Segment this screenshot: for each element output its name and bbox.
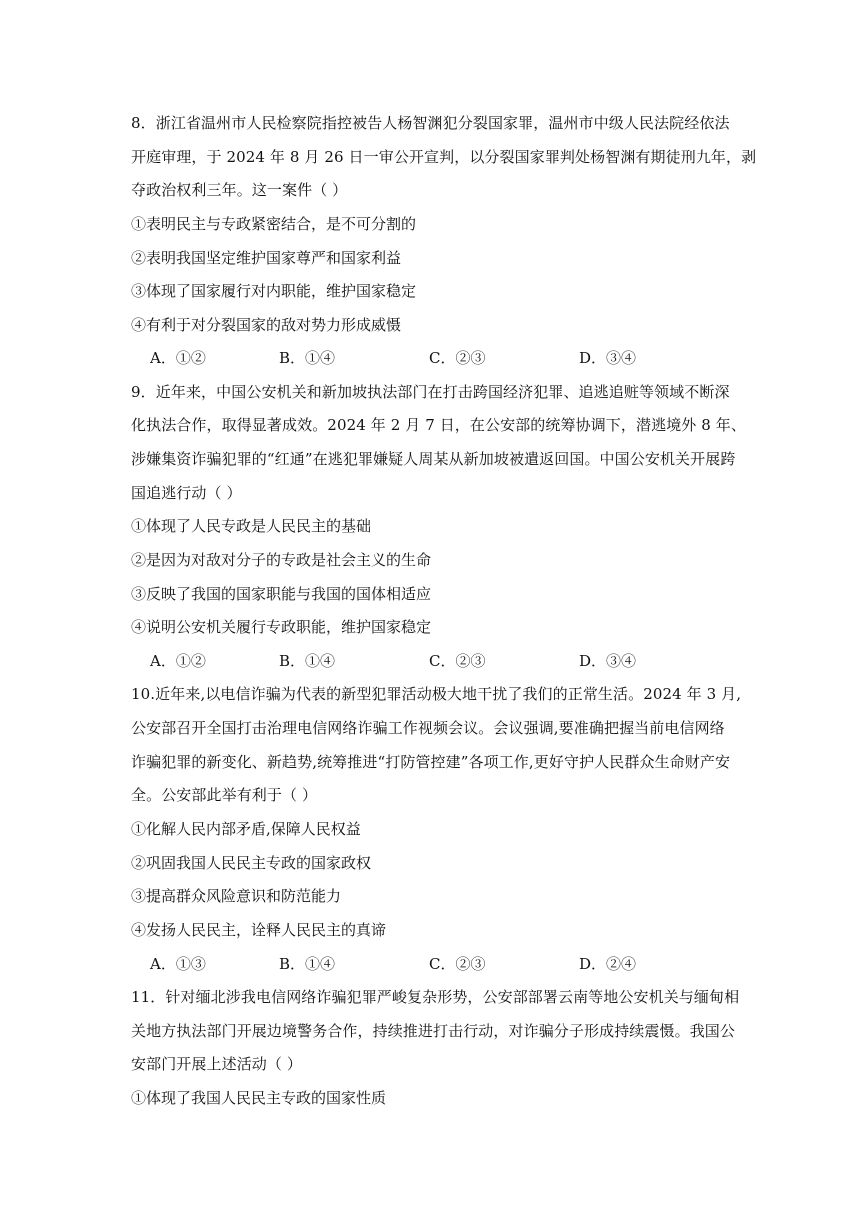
question-10-text-line-3: 诈骗犯罪的新变化、新趋势,统筹推进“打防管控建”各项工作,更好守护人民群众生命财产安 xyxy=(131,753,731,771)
question-9-text-line-1: 9．近年来，中国公安机关和新加坡执法部门在打击跨国经济犯罪、追逃追赃等领域不断深 xyxy=(131,383,730,401)
question-9-text-line-3: 涉嫌集资诈骗犯罪的“红通”在逃犯罪嫌疑人周某从新加坡被遣返回国。中国公安机关开展跨 xyxy=(131,450,736,468)
question-9-option-1: ①体现了人民专政是人民民主的基础 xyxy=(131,517,372,535)
question-8-option-4: ④有利于对分裂国家的敌对势力形成威慑 xyxy=(131,316,402,334)
question-8-text-line-3: 夺政治权利三年。这一案件（ ） xyxy=(131,181,348,199)
question-8-choice-d: D．③④ xyxy=(579,349,637,367)
question-8-choice-a: A．①② xyxy=(150,349,206,367)
question-8-text-line-1: 8．浙江省温州市人民检察院指控被告人杨智渊犯分裂国家罪，温州市中级人民法院经依法 xyxy=(131,114,730,132)
question-10-option-4: ④发扬人民民主，诠释人民民主的真谛 xyxy=(131,921,387,939)
question-10-choice-b: B．①④ xyxy=(279,955,336,973)
question-8-choice-c: C．②③ xyxy=(429,349,486,367)
question-9-choice-c: C．②③ xyxy=(429,652,486,670)
question-9-choice-d: D．③④ xyxy=(579,652,637,670)
question-9-choices xyxy=(150,651,770,671)
question-8-choices xyxy=(150,348,770,368)
question-11-text-line-2: 关地方执法部门开展边境警务合作，持续推进打击行动，对诈骗分子形成持续震慑。我国公 xyxy=(131,1022,736,1040)
question-10-option-1: ①化解人民内部矛盾,保障人民权益 xyxy=(131,820,361,838)
question-9-option-4: ④说明公安机关履行专政职能，维护国家稳定 xyxy=(131,618,432,636)
question-9-option-2: ②是因为对敌对分子的专政是社会主义的生命 xyxy=(131,551,432,569)
question-10-choice-a: A．①③ xyxy=(150,955,206,973)
question-8-text-line-2: 开庭审理，于 2024 年 8 月 26 日一审公开宣判，以分裂国家罪判处杨智渊有期徒刑九年，剥 xyxy=(131,148,757,166)
question-10-text-line-4: 全。公安部此举有利于（ ） xyxy=(131,786,318,804)
question-10-option-3: ③提高群众风险意识和防范能力 xyxy=(131,887,342,905)
question-8-option-2: ②表明我国坚定维护国家尊严和国家利益 xyxy=(131,249,402,267)
question-9-choice-b: B．①④ xyxy=(279,652,336,670)
question-10-option-2: ②巩固我国人民民主专政的国家政权 xyxy=(131,854,372,872)
question-10-choice-d: D．②④ xyxy=(579,955,637,973)
question-8-choice-b: B．①④ xyxy=(279,349,336,367)
question-10-text-line-1: 10.近年来,以电信诈骗为代表的新型犯罪活动极大地干扰了我们的正常生活。2024 年 3 月, xyxy=(131,685,742,703)
question-10-choice-c: C．②③ xyxy=(429,955,486,973)
question-9-text-line-4: 国追逃行动（ ） xyxy=(131,484,242,502)
question-11-text-line-3: 安部门开展上述活动（ ） xyxy=(131,1055,302,1073)
question-11-option-1: ①体现了我国人民民主专政的国家性质 xyxy=(131,1089,387,1107)
question-9-text-line-2: 化执法合作，取得显著成效。2024 年 2 月 7 日，在公安部的统筹协调下，潜逃境外 8 年、 xyxy=(131,416,746,434)
question-11-text-line-1: 11．针对缅北涉我电信网络诈骗犯罪严峻复杂形势，公安部部署云南等地公安机关与缅甸相 xyxy=(131,988,740,1006)
question-10-text-line-2: 公安部召开全国打击治理电信网络诈骗工作视频会议。会议强调,要准确把握当前电信网络 xyxy=(131,719,725,737)
question-9-option-3: ③反映了我国的国家职能与我国的国体相适应 xyxy=(131,585,432,603)
question-10-choices xyxy=(150,954,770,974)
question-9-choice-a: A．①② xyxy=(150,652,206,670)
question-8-option-1: ①表明民主与专政紧密结合，是不可分割的 xyxy=(131,215,417,233)
question-8-option-3: ③体现了国家履行对内职能，维护国家稳定 xyxy=(131,282,417,300)
